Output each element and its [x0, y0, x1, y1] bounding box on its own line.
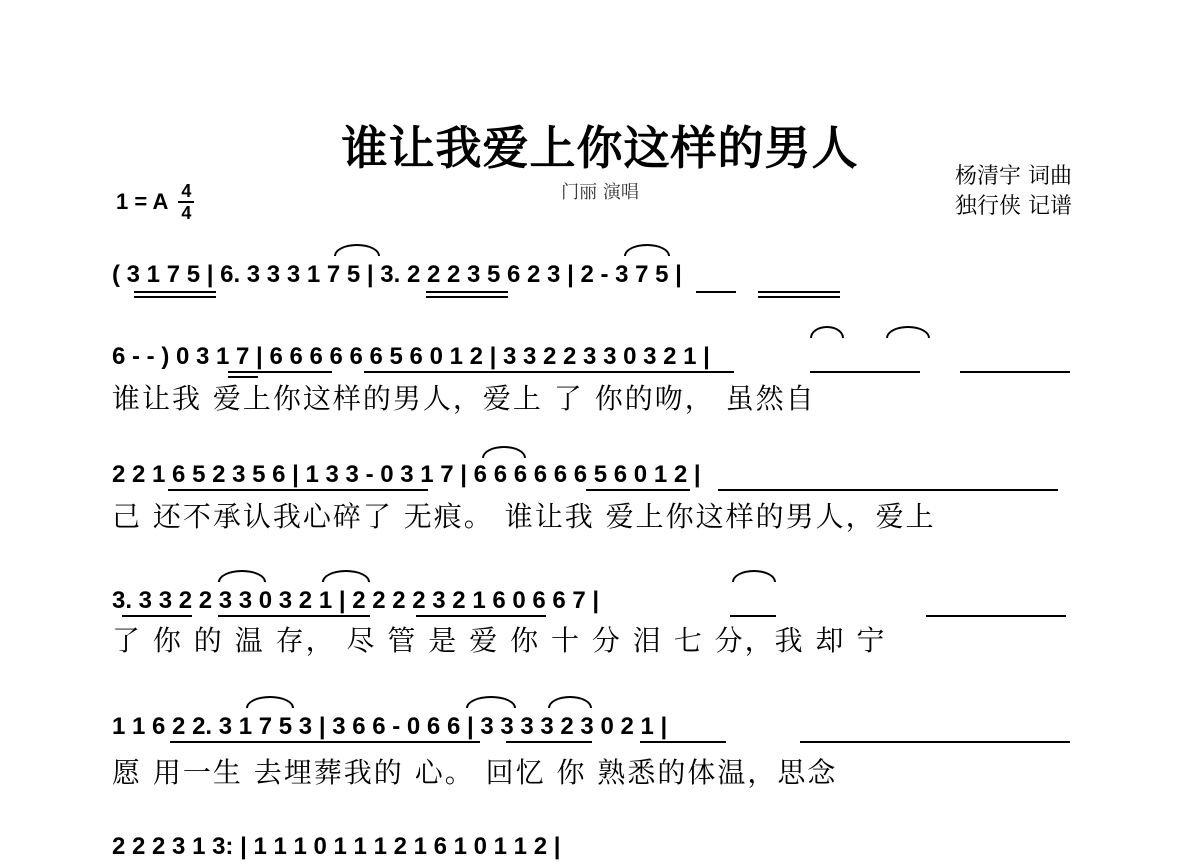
- tie-slur: [482, 446, 526, 458]
- score-row-2: [112, 340, 1092, 420]
- beam-line: [810, 371, 920, 373]
- singer-credit: 门丽 演唱: [561, 182, 639, 203]
- lyrics-row-2: 谁让我 爱上你这样的男人，爱上 了 你的吻， 虽然自: [112, 382, 816, 415]
- beam-line: [426, 291, 508, 293]
- tie-slur: [218, 570, 266, 582]
- beam-line: [134, 291, 216, 293]
- tie-slur: [466, 696, 516, 708]
- arranger-credit: 独行侠 记谱: [955, 194, 1072, 219]
- beam-line: [506, 741, 592, 743]
- beam-line: [364, 371, 734, 373]
- beam-line: [800, 741, 1070, 743]
- score-row-1: [112, 258, 1092, 298]
- tie-slur: [322, 570, 370, 582]
- tie-slur: [548, 696, 592, 708]
- beam-line: [218, 615, 370, 617]
- notes-row-6: 2 2 2 3 1 3: | 1 1 1 0 1 1 1 2 1 6 1 0 1 1 2 |: [112, 833, 561, 860]
- beam-line: [122, 615, 192, 617]
- beam-line: [718, 489, 1058, 491]
- time-top: 4: [181, 181, 192, 201]
- beam-line: [228, 376, 258, 378]
- beam-line: [228, 371, 332, 373]
- beam-line: [926, 615, 1066, 617]
- tie-slur: [886, 326, 930, 338]
- score-row-6: [112, 830, 1092, 860]
- notes-row-3: 2 2 1 6 5 2 3 5 6 | 1 3 3 - 0 3 1 7 | 6 6 6 6 6 6 5 6 0 1 2 |: [112, 461, 701, 488]
- beam-line: [730, 615, 776, 617]
- lyrics-row-4: 了 你 的 温 存， 尽 管 是 爱 你 十 分 泪 七 分，我 却 宁: [112, 624, 887, 657]
- tie-slur: [334, 244, 380, 256]
- notes-row-2: 6 - - ) 0 3 1 7 | 6 6 6 6 6 6 5 6 0 1 2 | 3 3 2 2 3 3 0 3 2 1 |: [112, 343, 710, 370]
- notes-row-1: ( 3 1 7 5 | 6. 3 3 3 1 7 5 | 3. 2 2 2 3 5 6 2 3 | 2 - 3 7 5 |: [112, 261, 682, 288]
- tie-slur: [732, 570, 776, 582]
- song-title: 谁让我爱上你这样的男人: [341, 121, 859, 175]
- tie-slur: [624, 244, 670, 256]
- beam-line: [170, 741, 480, 743]
- key-label: 1 = A: [116, 189, 169, 214]
- beam-line: [416, 615, 546, 617]
- lyrics-row-5: 愿 用一生 去埋葬我的 心。 回忆 你 熟悉的体温，思念: [112, 756, 838, 789]
- tie-slur: [246, 696, 294, 708]
- beam-line: [134, 296, 216, 298]
- beam-line: [168, 489, 428, 491]
- score-row-3: [112, 458, 1092, 538]
- time-bottom: 4: [181, 203, 192, 223]
- beam-line: [640, 741, 726, 743]
- beam-line: [758, 291, 840, 293]
- notes-row-5: 1 1 6 2 2. 3 1 7 5 3 | 3 6 6 - 0 6 6 | 3 3 3 3 2 3 0 2 1 |: [112, 713, 668, 740]
- beam-line: [586, 489, 690, 491]
- beam-line: [960, 371, 1070, 373]
- tie-slur: [810, 326, 844, 338]
- score-row-4: [112, 584, 1092, 664]
- beam-line: [426, 296, 508, 298]
- notes-row-4: 3. 3 3 2 2 3 3 0 3 2 1 | 2 2 2 2 3 2 1 6 0 6 6 7 |: [112, 587, 600, 614]
- credits-block: [955, 162, 1072, 222]
- composer-credit: 杨清宇 词曲: [955, 164, 1072, 189]
- score-row-5: [112, 710, 1092, 790]
- key-signature: [116, 182, 194, 222]
- beam-line: [758, 296, 840, 298]
- lyrics-row-3: 己 还不承认我心碎了 无痕。 谁让我 爱上你这样的男人，爱上: [112, 500, 936, 533]
- beam-line: [696, 291, 736, 293]
- time-signature: [178, 182, 194, 222]
